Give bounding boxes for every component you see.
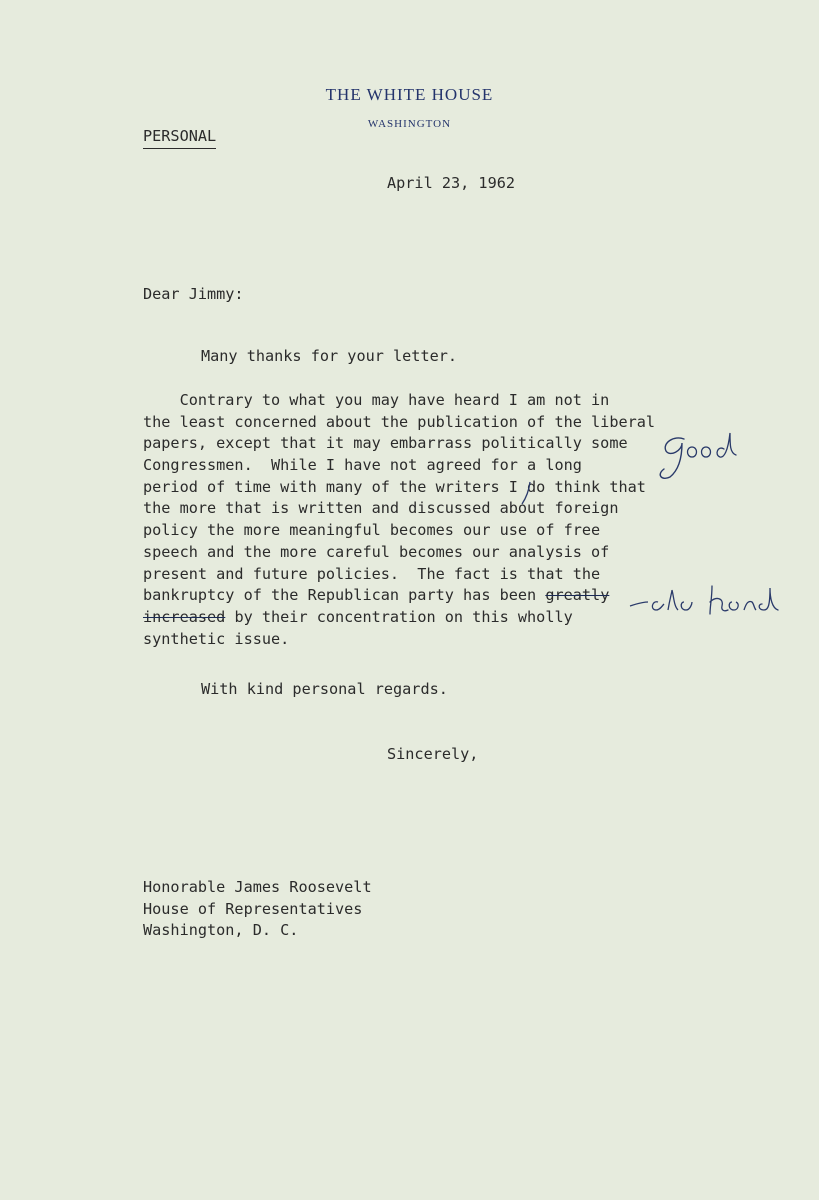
- letter-date: April 23, 1962: [387, 174, 516, 192]
- body-line: [143, 585, 655, 607]
- body-line: Contrary to what you may have heard I am not in: [143, 391, 610, 409]
- body-paragraph: [143, 390, 655, 650]
- body-line-text: bankruptcy of the Republican party has been: [143, 586, 546, 605]
- body-line: synthetic issue.: [143, 629, 290, 648]
- body-line: the least concerned about the publication of the liberal: [143, 412, 656, 431]
- struck-word: greatly: [545, 586, 610, 605]
- body-line: present and future policies. The fact is that the: [143, 564, 601, 583]
- opening-paragraph: Many thanks for your letter.: [201, 347, 458, 365]
- recipient-address: [143, 877, 372, 942]
- body-line: policy the more meaningful becomes our use of free: [143, 521, 601, 540]
- letterhead-subtitle: WASHINGTON: [367, 118, 452, 130]
- body-line: period of time with many of the writers I do think that: [143, 477, 646, 496]
- personal-marking: PERSONAL: [143, 127, 216, 149]
- body-line-text: by their concentration on this wholly: [225, 607, 573, 626]
- body-line: Congressmen. While I have not agreed for a long: [143, 456, 582, 475]
- body-line: [143, 607, 655, 629]
- body-line: speech and the more careful becomes our analysis of: [143, 542, 610, 561]
- pen-mark: [518, 478, 538, 508]
- address-line: House of Representatives: [143, 899, 363, 918]
- struck-word: increased: [143, 607, 226, 626]
- letterhead-title: THE WHITE HOUSE: [325, 85, 494, 104]
- handwritten-note-good: [652, 425, 752, 485]
- regards-line: With kind personal regards.: [201, 680, 448, 698]
- handwritten-note-enhanced: [628, 582, 788, 632]
- body-line: papers, except that it may embarrass politically some: [143, 434, 628, 453]
- address-line: Honorable James Roosevelt: [143, 878, 372, 896]
- body-line: the more that is written and discussed about foreign: [143, 499, 619, 518]
- closing-line: Sincerely,: [387, 745, 479, 763]
- address-line: Washington, D. C.: [143, 921, 299, 939]
- salutation: Dear Jimmy:: [143, 285, 244, 303]
